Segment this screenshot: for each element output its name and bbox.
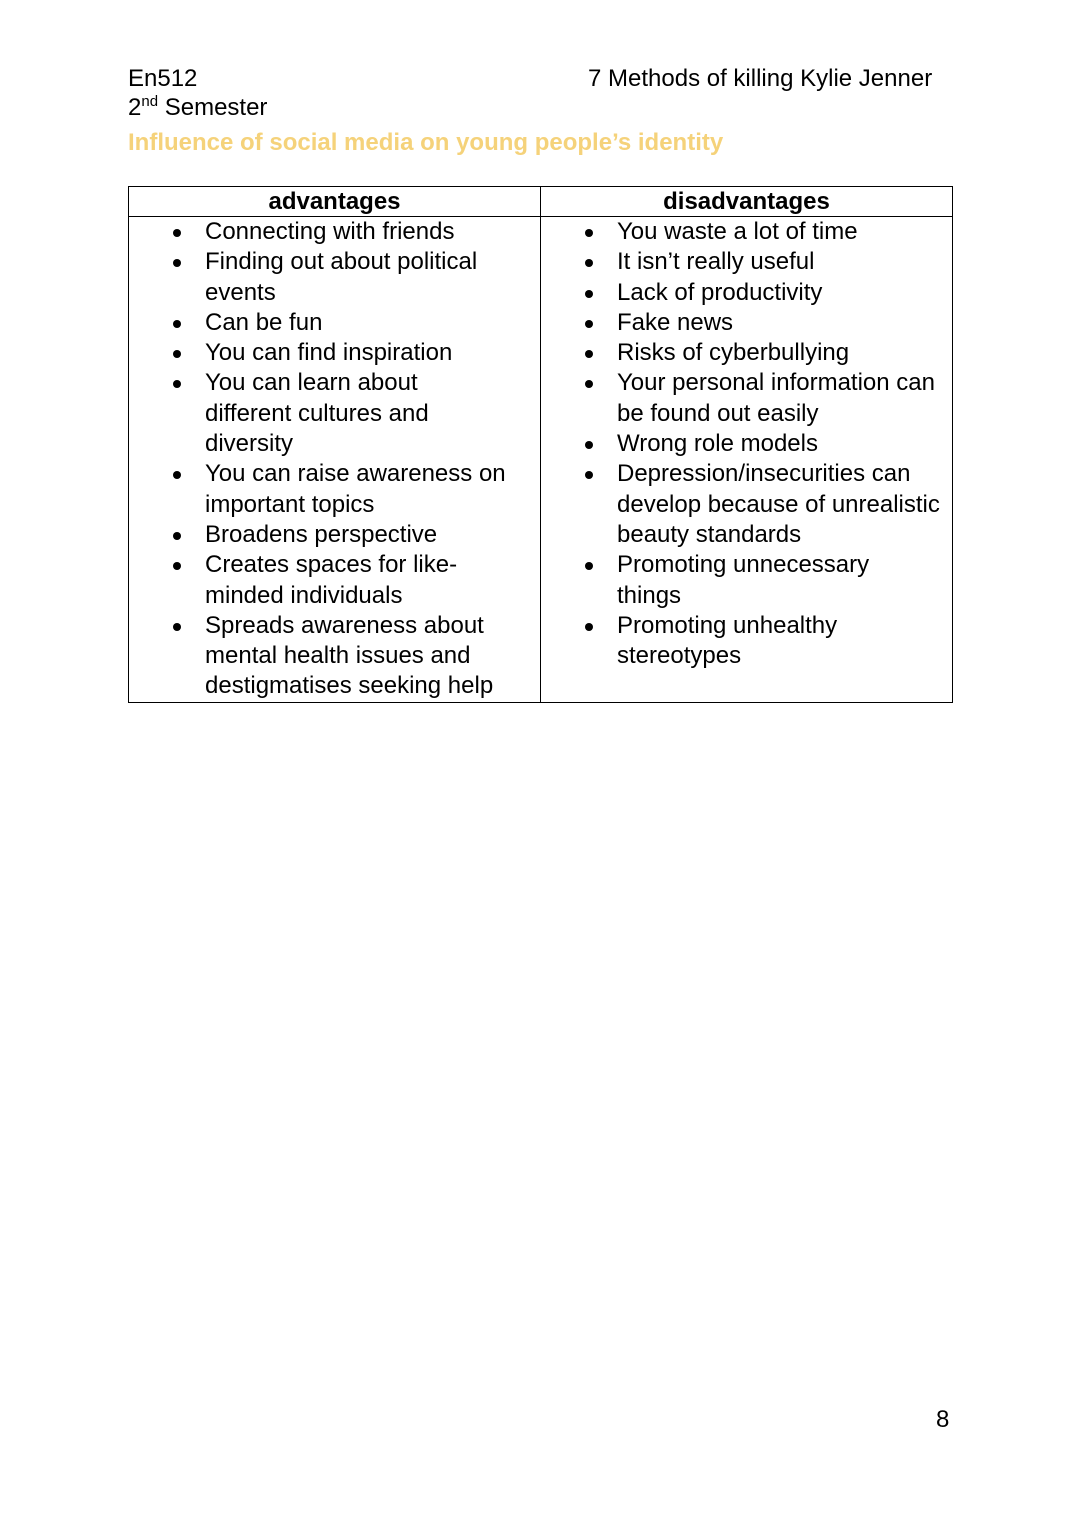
bullet-icon: [585, 380, 593, 388]
bullet-icon: [173, 259, 181, 267]
table-body-row: [129, 217, 953, 703]
list-item: [129, 217, 536, 247]
list-item-text: Creates spaces for like-minded individuals: [205, 551, 458, 609]
list-item-text: Finding out about political events: [205, 248, 478, 306]
disadvantages-list: [541, 217, 952, 671]
semester-number: 2: [128, 94, 142, 121]
list-item: [541, 429, 948, 459]
bullet-icon: [173, 320, 181, 328]
list-item-text: Promoting unhealthy stereotypes: [617, 611, 838, 670]
list-item: [129, 247, 536, 308]
document-title: 7 Methods of killing Kylie Jenner: [588, 65, 933, 92]
list-item: [541, 550, 948, 611]
bullet-icon: [173, 350, 181, 358]
list-item: [541, 368, 948, 429]
list-item-text: You waste a lot of time: [617, 218, 858, 245]
bullet-icon: [585, 562, 593, 570]
list-item-text: Broadens perspective: [205, 520, 438, 548]
list-item: [129, 611, 536, 702]
semester-line: [128, 93, 267, 123]
list-item-text: Promoting unnecessary things: [617, 551, 870, 609]
bullet-icon: [173, 229, 181, 237]
bullet-icon: [173, 471, 181, 479]
list-item: [129, 368, 536, 459]
bullet-icon: [585, 259, 593, 267]
list-item-text: You can raise awareness on important topics: [205, 460, 506, 518]
semester-suffix: nd: [141, 93, 159, 110]
pros-cons-table: [128, 186, 953, 703]
list-item: [541, 217, 948, 247]
list-item: [541, 611, 948, 672]
disadvantages-cell: [541, 217, 953, 703]
list-item: [541, 247, 948, 277]
list-item-text: Fake news: [617, 308, 734, 336]
bullet-icon: [173, 623, 181, 631]
list-item: [541, 278, 948, 308]
list-item: [541, 308, 948, 338]
list-item-text: Risks of cyberbullying: [617, 339, 850, 367]
list-item-text: You can find inspiration: [205, 339, 453, 367]
bullet-icon: [585, 441, 593, 449]
bullet-icon: [585, 623, 593, 631]
list-item: [129, 550, 536, 611]
page-number: 8: [936, 1406, 950, 1433]
course-code: En512: [128, 65, 198, 92]
bullet-icon: [585, 320, 593, 328]
bullet-icon: [585, 471, 593, 479]
list-item: [129, 338, 536, 368]
advantages-list: [129, 217, 540, 702]
table-header-row: [129, 187, 953, 217]
list-item-text: Lack of productivity: [617, 278, 823, 306]
list-item-text: Your personal information can be found out easily: [617, 369, 935, 427]
list-item: [541, 459, 948, 550]
bullet-icon: [585, 229, 593, 237]
list-item: [541, 338, 948, 368]
advantages-header: advantages: [129, 187, 541, 217]
section-heading: Influence of social media on young people’s identity: [128, 129, 724, 156]
bullet-icon: [173, 562, 181, 570]
list-item-text: Can be fun: [205, 308, 323, 336]
list-item-text: It isn’t really useful: [617, 248, 815, 276]
list-item: [129, 459, 536, 520]
bullet-icon: [173, 532, 181, 540]
semester-label: Semester: [158, 94, 268, 121]
bullet-icon: [173, 380, 181, 388]
list-item: [129, 520, 536, 550]
disadvantages-header: disadvantages: [541, 187, 953, 217]
list-item-text: You can learn about different cultures and diversity: [205, 369, 429, 458]
list-item-text: Wrong role models: [617, 430, 818, 458]
list-item: [129, 308, 536, 338]
bullet-icon: [585, 290, 593, 298]
list-item-text: Connecting with friends: [205, 218, 455, 245]
list-item-text: Depression/insecurities can develop because of unrealistic beauty standards: [617, 460, 940, 548]
advantages-cell: [129, 217, 541, 703]
bullet-icon: [585, 350, 593, 358]
list-item-text: Spreads awareness about mental health issues and destigmatises seeking help: [205, 611, 494, 700]
